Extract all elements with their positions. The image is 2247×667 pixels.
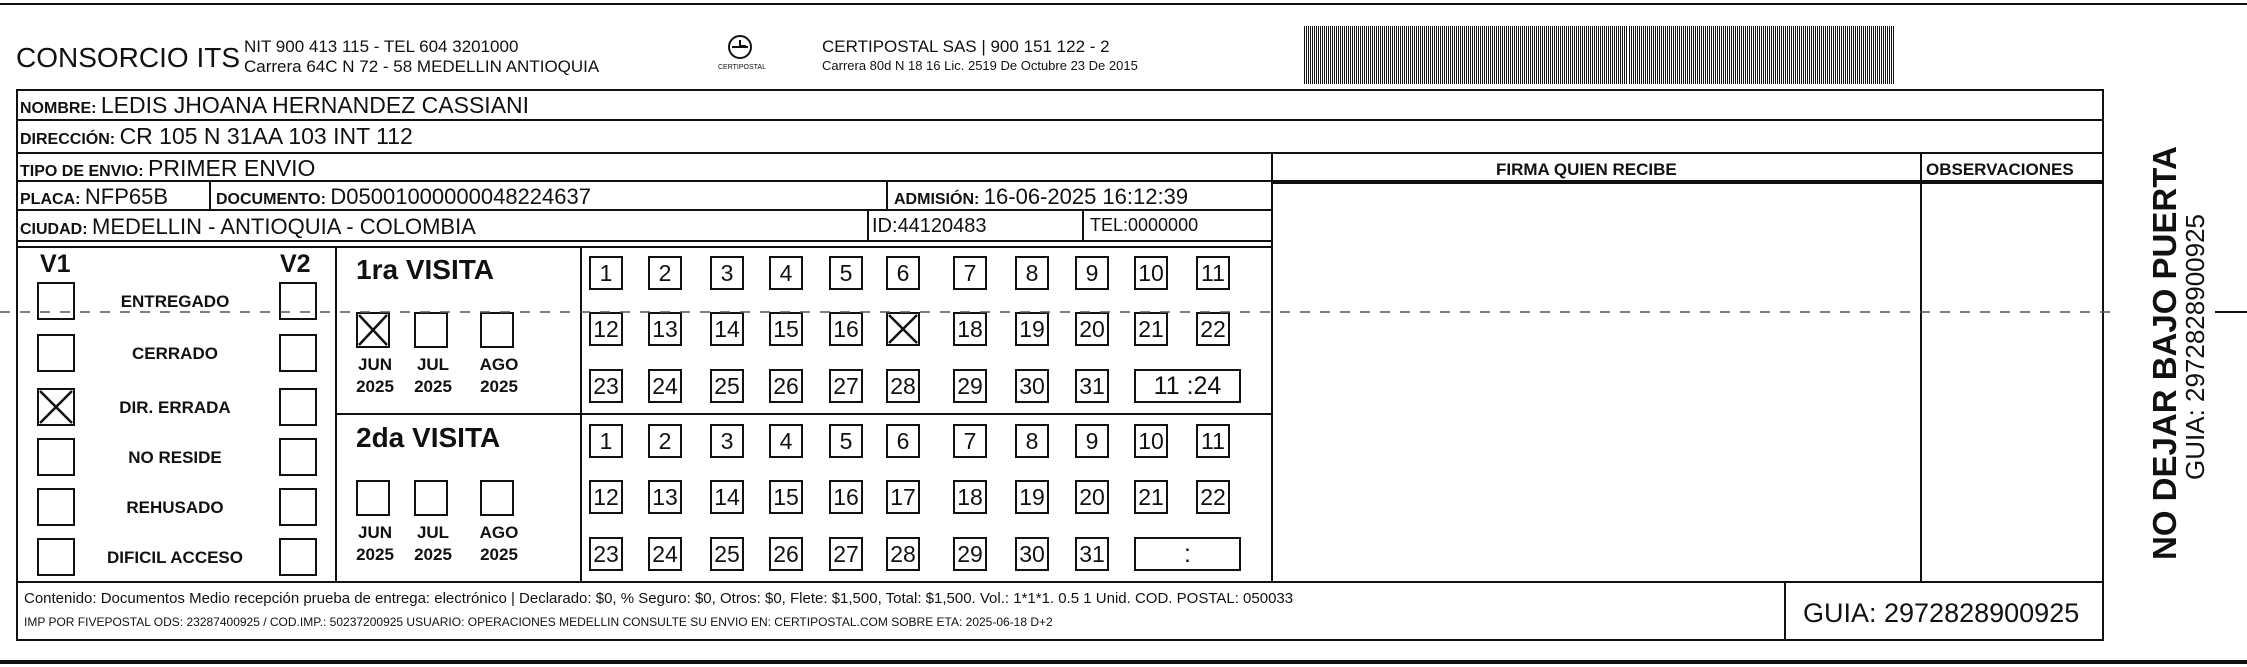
day-box[interactable]: 14: [710, 312, 744, 346]
status-label: ENTREGADO: [120, 292, 230, 311]
day-box[interactable]: 27: [829, 369, 863, 403]
day-box[interactable]: 29: [953, 369, 987, 403]
day-box[interactable]: 30: [1015, 537, 1049, 571]
day-box[interactable]: 24: [648, 369, 682, 403]
side-guia: GUIA: 2972828900925: [2180, 214, 2210, 480]
day-box[interactable]: 18: [953, 480, 987, 514]
status-label: DIFICIL ACCESO: [106, 548, 243, 567]
day-box[interactable]: 1: [589, 256, 623, 290]
visit2-title: 2da VISITA: [356, 422, 501, 453]
month-label: JUL: [416, 355, 450, 374]
year-label: 2025: [356, 377, 394, 396]
day-box[interactable]: 22: [1196, 312, 1230, 346]
day-box[interactable]: 4: [769, 424, 803, 458]
top-edge-line: [0, 3, 2247, 5]
v2-checkbox[interactable]: [279, 488, 317, 526]
day-box[interactable]: 6: [886, 424, 920, 458]
company-name: CONSORCIO ITS: [16, 42, 241, 73]
day-box[interactable]: 3: [710, 256, 744, 290]
day-box[interactable]: 26: [769, 369, 803, 403]
status-label: CERRADO: [132, 344, 218, 363]
day-box[interactable]: 15: [769, 480, 803, 514]
day-box[interactable]: 13: [648, 480, 682, 514]
year-label: 2025: [414, 545, 452, 564]
year-label: 2025: [414, 377, 452, 396]
day-box[interactable]: 25: [710, 369, 744, 403]
day-box[interactable]: 10: [1134, 256, 1168, 290]
status-label: REHUSADO: [126, 498, 224, 517]
carrier-info-line2: Carrera 80d N 18 16 Lic. 2519 De Octubre 23 De 2015: [822, 58, 1138, 73]
month-checkbox[interactable]: [480, 480, 514, 516]
month-check-mark-icon: [356, 312, 390, 348]
day-box[interactable]: 29: [953, 537, 987, 571]
year-label: 2025: [356, 545, 394, 564]
observaciones-header: OBSERVACIONES: [1926, 160, 2074, 179]
v1-checkbox[interactable]: [37, 538, 75, 576]
v2-label: V2: [280, 250, 311, 278]
v1-checkbox[interactable]: [37, 334, 75, 372]
time-box[interactable]: :: [1134, 537, 1241, 571]
day-box[interactable]: 4: [769, 256, 803, 290]
month-label: JUN: [357, 523, 392, 542]
carrier-info-line1: CERTIPOSTAL SAS | 900 151 122 - 2: [822, 37, 1110, 56]
company-info-line1: NIT 900 413 115 - TEL 604 3201000: [244, 37, 519, 56]
month-label: JUL: [416, 523, 450, 542]
day-box[interactable]: 15: [769, 312, 803, 346]
day-box[interactable]: 7: [953, 424, 987, 458]
day-box[interactable]: 21: [1134, 480, 1168, 514]
v1-checkbox[interactable]: [37, 488, 75, 526]
v2-checkbox[interactable]: [279, 538, 317, 576]
day-box[interactable]: 16: [829, 312, 863, 346]
v2-checkbox[interactable]: [279, 438, 317, 476]
day-box[interactable]: 10: [1134, 424, 1168, 458]
day-box[interactable]: 18: [953, 312, 987, 346]
month-label: AGO: [479, 523, 519, 542]
time-box[interactable]: 11 :24: [1134, 369, 1241, 403]
documento-field: DOCUMENTO: D05001000000048224637: [216, 184, 591, 209]
barcode: [1304, 26, 1900, 84]
footer-guia: GUIA: 2972828900925: [1803, 598, 2080, 628]
fold-dashed-line: [0, 310, 2247, 314]
day-box[interactable]: 24: [648, 537, 682, 571]
v1-checkbox[interactable]: [37, 438, 75, 476]
side-warning: NO DEJAR BAJO PUERTA: [2146, 146, 2183, 560]
day-box[interactable]: 27: [829, 537, 863, 571]
status-label: DIR. ERRADA: [119, 398, 231, 417]
year-label: 2025: [480, 545, 518, 564]
day-box[interactable]: 12: [589, 480, 623, 514]
v2-checkbox[interactable]: [279, 282, 317, 320]
form-border: [16, 89, 2104, 641]
day-box[interactable]: 17: [886, 480, 920, 514]
day-box[interactable]: 11: [1196, 256, 1230, 290]
v2-checkbox[interactable]: [279, 334, 317, 372]
month-checkbox[interactable]: [356, 480, 390, 516]
day-box[interactable]: 28: [886, 537, 920, 571]
day-box[interactable]: 19: [1015, 312, 1049, 346]
year-label: 2025: [480, 377, 518, 396]
ciudad-field: CIUDAD: MEDELLIN - ANTIOQUIA - COLOMBIA: [20, 214, 476, 239]
day-box[interactable]: 7: [953, 256, 987, 290]
v2-checkbox[interactable]: [279, 388, 317, 426]
day-box[interactable]: 1: [589, 424, 623, 458]
day-box[interactable]: 25: [710, 537, 744, 571]
logo-text: CERTIPOSTAL: [718, 64, 766, 71]
day-box[interactable]: 3: [710, 424, 744, 458]
nombre-field: NOMBRE: LEDIS JHOANA HERNANDEZ CASSIANI: [20, 92, 530, 118]
day-box[interactable]: 14: [710, 480, 744, 514]
footer-contenido: Contenido: Documentos Medio recepción prueba de entrega: electrónico | Declarado: $0, % Seguro: $0, Otros: $0, Flete: $1,500, Total: $1,500. Vol.: 1*1*1. 0.5 1 Unid. COD. POSTAL: 050033: [24, 590, 1294, 607]
day-check-mark-icon: [886, 312, 920, 346]
day-box[interactable]: 20: [1075, 312, 1109, 346]
placa-field: PLACA: NFP65B: [20, 184, 169, 209]
day-box[interactable]: 22: [1196, 480, 1230, 514]
visit1-title: 1ra VISITA: [356, 254, 494, 285]
status-label: NO RESIDE: [128, 448, 222, 467]
company-info-line2: Carrera 64C N 72 - 58 MEDELLIN ANTIOQUIA: [244, 57, 600, 76]
id-field: ID:44120483: [872, 215, 987, 237]
day-box[interactable]: 5: [829, 256, 863, 290]
tel-field: TEL:0000000: [1090, 215, 1199, 235]
day-box[interactable]: 9: [1075, 424, 1109, 458]
month-checkbox[interactable]: [414, 312, 448, 348]
footer-impresion: IMP POR FIVEPOSTAL ODS: 23287400925 / COD.IMP.: 50237200925 USUARIO: OPERACIONES MEDELLIN CONSULTE SU ENVIO EN: CERTIPOSTAL.COM SOBRE ETA: 2025-06-18 D+2: [24, 615, 1053, 629]
admision-field: ADMISIÓN: 16-06-2025 16:12:39: [894, 184, 1189, 209]
day-box[interactable]: 6: [886, 256, 920, 290]
day-box[interactable]: 21: [1134, 312, 1168, 346]
day-box[interactable]: 23: [589, 537, 623, 571]
month-checkbox[interactable]: [480, 312, 514, 348]
day-box[interactable]: 8: [1015, 256, 1049, 290]
day-box[interactable]: 2: [648, 424, 682, 458]
month-label: JUN: [357, 355, 392, 374]
day-box[interactable]: 20: [1075, 480, 1109, 514]
day-box[interactable]: 11: [1196, 424, 1230, 458]
day-box[interactable]: 8: [1015, 424, 1049, 458]
v1-checkbox[interactable]: [37, 282, 75, 320]
day-box[interactable]: 13: [648, 312, 682, 346]
day-box[interactable]: 26: [769, 537, 803, 571]
day-box[interactable]: 31: [1075, 369, 1109, 403]
tipo-envio-field: TIPO DE ENVIO: PRIMER ENVIO: [20, 155, 316, 181]
month-label: AGO: [479, 355, 519, 374]
v1-check-mark-icon: [37, 388, 75, 426]
day-box[interactable]: 9: [1075, 256, 1109, 290]
month-checkbox[interactable]: [414, 480, 448, 516]
v1-label: V1: [40, 250, 71, 278]
bottom-edge-line: [0, 660, 2247, 664]
day-box[interactable]: 2: [648, 256, 682, 290]
day-box[interactable]: 16: [829, 480, 863, 514]
firma-header: FIRMA QUIEN RECIBE: [1496, 160, 1677, 179]
day-box[interactable]: 5: [829, 424, 863, 458]
day-box[interactable]: 19: [1015, 480, 1049, 514]
day-box[interactable]: 12: [589, 312, 623, 346]
day-box[interactable]: 23: [589, 369, 623, 403]
logo-icon: [710, 34, 770, 84]
day-box[interactable]: 31: [1075, 537, 1109, 571]
day-box[interactable]: 30: [1015, 369, 1049, 403]
direccion-field: DIRECCIÓN: CR 105 N 31AA 103 INT 112: [20, 123, 413, 149]
certipostal-logo: [710, 34, 770, 84]
day-box[interactable]: 28: [886, 369, 920, 403]
